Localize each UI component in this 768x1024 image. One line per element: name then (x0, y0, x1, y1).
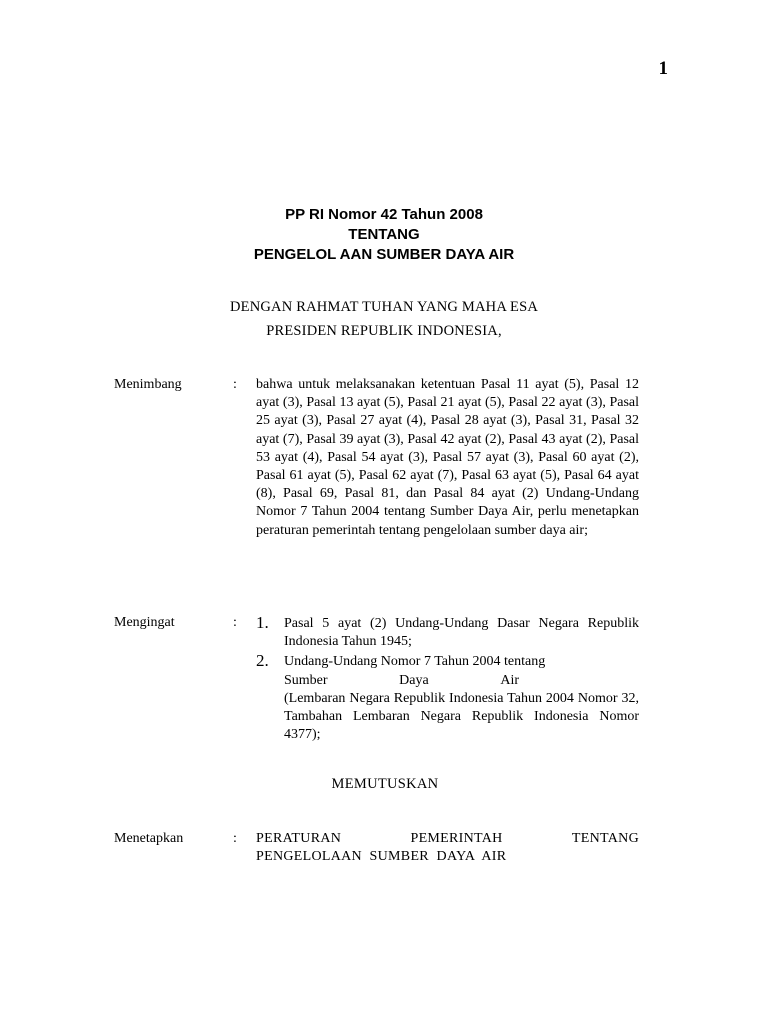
memutuskan-heading: MEMUTUSKAN (331, 776, 439, 792)
menetapkan-line2: PENGELOLAAN SUMBER DAYA AIR (256, 849, 507, 865)
page-number: 1 (658, 58, 668, 79)
word-peraturan: PERATURAN (256, 831, 342, 846)
word-pemerintah: PEMERINTAH (410, 831, 503, 846)
list-item-text-rest: (Lembaran Negara Republik Indonesia Tahun 2004 Nomor 32, Tambahan Lembaran Negara Republik Indonesia Nomor 4377); (284, 690, 639, 743)
word-sumber: Sumber (284, 672, 328, 688)
document-title (0, 205, 768, 265)
list-item-text-line2 (284, 672, 639, 690)
title-tentang: TENTANG (348, 226, 420, 243)
title-subject: PENGELOL AAN SUMBER DAYA AIR (253, 246, 515, 263)
opening-formula (0, 295, 768, 343)
menimbang-text: bahwa untuk melaksanakan ketentuan Pasal 11 ayat (5), Pasal 12 ayat (3), Pasal 13 ayat (5), Pasal 21 ayat (5), Pasal 22 ayat (3), Pasal 25 ayat (3), Pasal 27 ayat (4), Pasal 28 ayat (3), Pasal 31, Pasal 32 ayat (7), Pasal 39 ayat (3), Pasal 42 ayat (2), Pasal 43 ayat (2), Pasal 53 ayat (4), Pasal 54 ayat (3), Pasal 57 ayat (3), Pasal 60 ayat (2), Pasal 61 ayat (5), Pasal 62 ayat (7), Pasal 63 ayat (5), Pasal 64 ayat (8), Pasal 69, Pasal 81, dan Pasal 84 ayat (2) Undang-Undang Nomor 7 Tahun 2004 tentang Sumber Daya Air, perlu menetapkan peraturan pemerintah tentang pengelolaan sumber daya air; (256, 377, 639, 538)
list-item (256, 653, 639, 744)
menimbang-label: Menimbang (114, 377, 182, 392)
opening-line-rahmat: DENGAN RAHMAT TUHAN YANG MAHA ESA (229, 299, 539, 315)
opening-line-presiden: PRESIDEN REPUBLIK INDONESIA, (266, 323, 502, 339)
word-tentang: TENTANG (571, 831, 639, 846)
list-item (256, 615, 639, 651)
word-air: Air (500, 672, 519, 688)
list-item-text: Pasal 5 ayat (2) Undang-Undang Dasar Negara Republik Indonesia Tahun 1945; (284, 616, 639, 650)
list-item-number: 1. (256, 613, 269, 632)
list-item-number: 2. (256, 651, 269, 671)
mengingat-list (256, 615, 639, 746)
list-item-text-line1: Undang-Undang Nomor 7 Tahun 2004 tentang (284, 654, 546, 670)
menimbang-colon: : (233, 377, 237, 392)
menetapkan-label: Menetapkan (114, 831, 184, 846)
menetapkan-line1 (256, 830, 639, 848)
word-daya: Daya (399, 672, 429, 688)
title-regulation-number: PP RI Nomor 42 Tahun 2008 (285, 206, 483, 223)
menetapkan-text (256, 830, 639, 866)
menetapkan-colon: : (233, 831, 237, 846)
mengingat-label: Mengingat (114, 615, 175, 630)
mengingat-colon: : (233, 615, 237, 630)
